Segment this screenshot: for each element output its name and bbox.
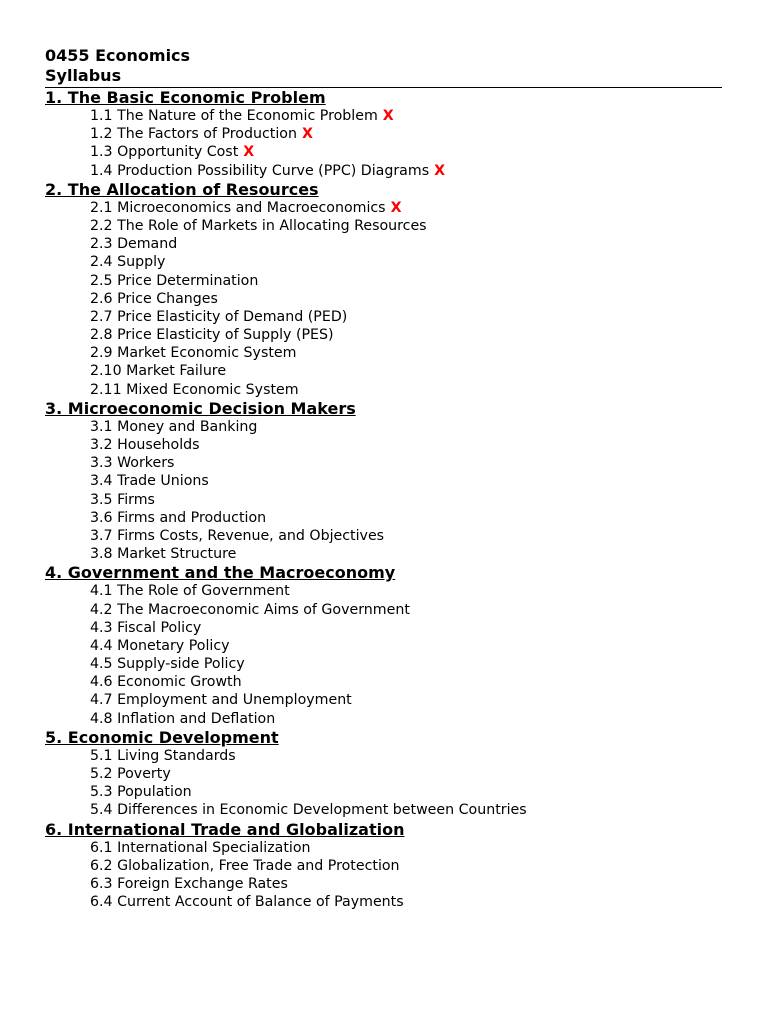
- topic-label: 2.9 Market Economic System: [90, 345, 297, 362]
- topic-list: [45, 418, 722, 564]
- topic-label: 3.3 Workers: [90, 455, 175, 472]
- topic-label: 4.3 Fiscal Policy: [90, 619, 202, 636]
- topic-list: [45, 107, 722, 180]
- topic-item: [90, 691, 722, 709]
- syllabus-section: [45, 820, 722, 912]
- topic-item: [90, 857, 722, 875]
- topic-label: 2.2 The Role of Markets in Allocating Resources: [90, 217, 427, 234]
- section-heading: 6. International Trade and Globalization: [45, 819, 405, 839]
- topic-item: [90, 710, 722, 728]
- topic-label: 2.8 Price Elasticity of Supply (PES): [90, 327, 334, 344]
- topic-label: 2.10 Market Failure: [90, 363, 227, 380]
- topic-item: [90, 747, 722, 765]
- syllabus-section: [45, 399, 722, 564]
- topic-list: [45, 839, 722, 912]
- red-x-mark-icon: X: [243, 144, 255, 161]
- topic-label: 3.2 Households: [90, 437, 200, 453]
- syllabus-document: [45, 46, 722, 911]
- topic-item: [90, 783, 722, 801]
- topic-item: [90, 491, 722, 509]
- topic-item: [90, 472, 722, 490]
- topic-item: [90, 272, 722, 290]
- topic-item: [90, 162, 722, 180]
- red-x-mark-icon: X: [390, 199, 402, 216]
- topic-label: 1.3 Opportunity Cost: [90, 144, 239, 161]
- topic-item: [90, 673, 722, 691]
- topic-label: 1.2 The Factors of Production: [90, 126, 297, 143]
- topic-item: [90, 509, 722, 527]
- topic-item: [90, 326, 722, 344]
- section-heading: 5. Economic Development: [45, 727, 279, 747]
- topic-label: 5.4 Differences in Economic Development between Countries: [90, 802, 527, 819]
- topic-label: 1.1 The Nature of the Economic Problem: [90, 108, 378, 124]
- topic-item: [90, 217, 722, 235]
- topic-item: [90, 765, 722, 783]
- topic-item: [90, 253, 722, 271]
- topic-label: 2.11 Mixed Economic System: [90, 381, 299, 398]
- topic-item: [90, 290, 722, 308]
- section-heading: 2. The Allocation of Resources: [45, 179, 319, 199]
- topic-item: [90, 801, 722, 819]
- topic-item: [90, 125, 722, 143]
- topic-item: [90, 344, 722, 362]
- topic-item: [90, 107, 722, 125]
- topic-list: [45, 747, 722, 820]
- syllabus-section: [45, 88, 722, 180]
- topic-label: 4.7 Employment and Unemployment: [90, 692, 352, 709]
- topic-item: [90, 545, 722, 563]
- topic-label: 4.8 Inflation and Deflation: [90, 710, 276, 727]
- syllabus-section: [45, 728, 722, 820]
- topic-item: [90, 436, 722, 454]
- topic-label: 4.5 Supply-side Policy: [90, 656, 245, 673]
- topic-item: [90, 199, 722, 217]
- topic-item: [90, 235, 722, 253]
- topic-label: 5.1 Living Standards: [90, 747, 236, 764]
- topic-label: 4.2 The Macroeconomic Aims of Government: [90, 601, 410, 618]
- topic-list: [45, 582, 722, 728]
- red-x-mark-icon: X: [301, 126, 313, 143]
- document-subtitle: Syllabus: [45, 66, 122, 85]
- topic-label: 6.2 Globalization, Free Trade and Protection: [90, 857, 400, 874]
- topic-label: 5.3 Population: [90, 784, 192, 801]
- topic-item: [90, 418, 722, 436]
- topic-item: [90, 893, 722, 911]
- topic-item: [90, 637, 722, 655]
- topic-label: 3.5 Firms: [90, 491, 155, 508]
- topic-label: 4.6 Economic Growth: [90, 674, 242, 691]
- topic-label: 4.4 Monetary Policy: [90, 637, 230, 654]
- topic-label: 4.1 The Role of Government: [90, 583, 290, 600]
- syllabus-sections: [45, 88, 722, 911]
- topic-label: 2.1 Microeconomics and Macroeconomics: [90, 199, 386, 216]
- topic-label: 5.2 Poverty: [90, 766, 171, 782]
- section-heading: 3. Microeconomic Decision Makers: [45, 398, 356, 418]
- topic-item: [90, 839, 722, 857]
- topic-label: 2.7 Price Elasticity of Demand (PED): [90, 308, 348, 325]
- section-heading: 1. The Basic Economic Problem: [45, 88, 326, 107]
- topic-item: [90, 875, 722, 893]
- topic-label: 3.6 Firms and Production: [90, 509, 267, 526]
- topic-label: 3.7 Firms Costs, Revenue, and Objectives: [90, 527, 385, 544]
- topic-list: [45, 199, 722, 399]
- topic-label: 3.1 Money and Banking: [90, 418, 258, 435]
- topic-label: 6.4 Current Account of Balance of Payments: [90, 894, 404, 911]
- topic-label: 6.3 Foreign Exchange Rates: [90, 875, 288, 892]
- topic-item: [90, 362, 722, 380]
- section-heading: 4. Government and the Macroeconomy: [45, 563, 396, 583]
- topic-label: 3.4 Trade Unions: [90, 473, 209, 490]
- topic-item: [90, 143, 722, 161]
- topic-item: [90, 601, 722, 619]
- topic-label: 2.6 Price Changes: [90, 290, 218, 307]
- topic-label: 2.4 Supply: [90, 254, 166, 271]
- red-x-mark-icon: X: [382, 108, 394, 124]
- document-title: 0455 Economics: [45, 46, 191, 65]
- topic-item: [90, 527, 722, 545]
- syllabus-section: [45, 563, 722, 728]
- topic-label: 2.3 Demand: [90, 236, 178, 253]
- topic-item: [90, 582, 722, 600]
- topic-item: [90, 308, 722, 326]
- topic-label: 2.5 Price Determination: [90, 272, 259, 289]
- topic-label: 6.1 International Specialization: [90, 839, 311, 856]
- red-x-mark-icon: X: [434, 162, 446, 179]
- topic-item: [90, 655, 722, 673]
- topic-item: [90, 454, 722, 472]
- topic-label: 1.4 Production Possibility Curve (PPC) Diagrams: [90, 162, 430, 179]
- topic-item: [90, 381, 722, 399]
- topic-label: 3.8 Market Structure: [90, 546, 237, 563]
- syllabus-section: [45, 180, 722, 399]
- topic-item: [90, 619, 722, 637]
